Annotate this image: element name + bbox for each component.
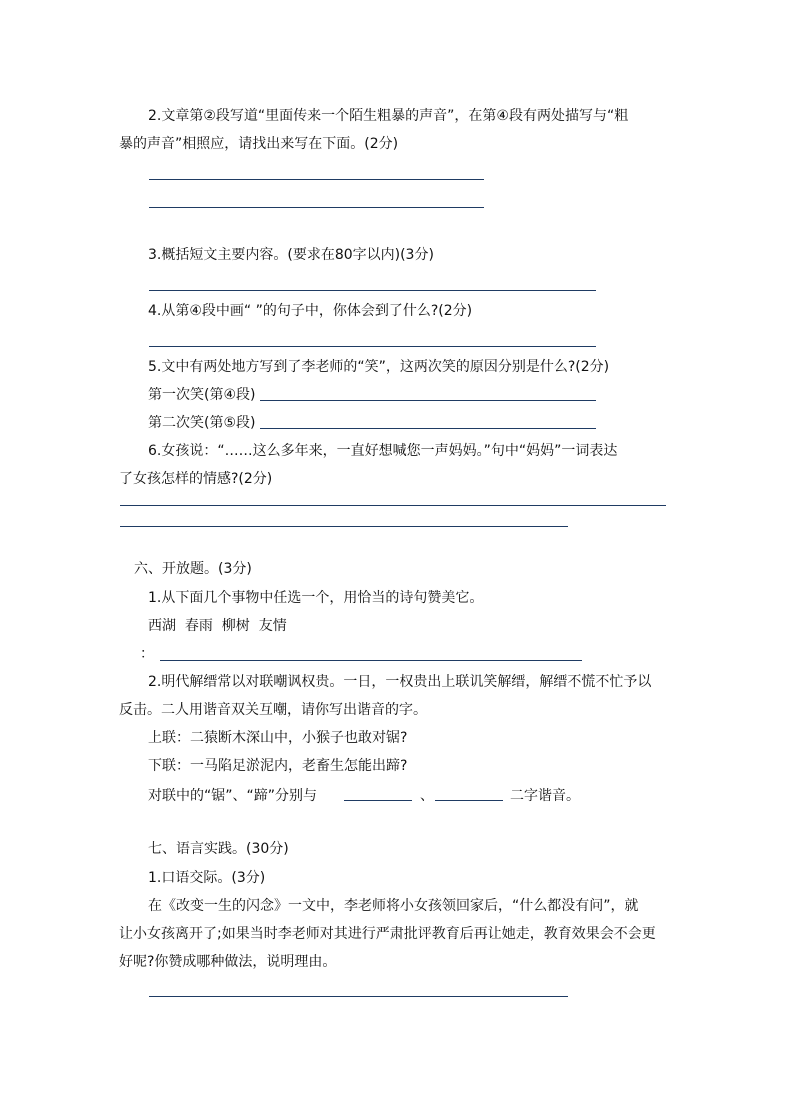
q6-answer-line-1[interactable] <box>120 505 666 506</box>
homophone-blank-1[interactable] <box>344 800 412 801</box>
homophone-fill-prefix: 对联中的“锯”、“蹄”分别与 <box>148 788 318 804</box>
q5-second-label: 第二次笑(第⑤段) <box>148 415 256 431</box>
couplet-upper: 上联：二猿断木深山中，小猴子也敢对锯? <box>148 730 408 746</box>
s7-q1-title: 1.口语交际。(3分) <box>148 870 266 886</box>
s6-q1-items: 西湖 春雨 柳树 友情 <box>148 618 287 634</box>
q2-text-line2: 暴的声音”相照应，请找出来写在下面。(2分) <box>119 136 399 152</box>
s7-q1-text-line3: 好呢?你赞成哪种做法，说明理由。 <box>119 954 337 970</box>
q5-first-answer-line[interactable] <box>260 400 596 401</box>
q5-text: 5.文中有两处地方写到了李老师的“笑”，这两次笑的原因分别是什么?(2分) <box>148 359 610 375</box>
q3-text: 3.概括短文主要内容。(要求在80字以内)(3分) <box>148 247 434 263</box>
s6-q2-text-line1: 2.明代解缙常以对联嘲讽权贵。一日，一权贵出上联讥笑解缙，解缙不慌不忙予以 <box>148 674 652 690</box>
s6-q1-text: 1.从下面几个事物中任选一个，用恰当的诗句赞美它。 <box>148 590 484 606</box>
q4-answer-line[interactable] <box>149 346 596 347</box>
s6-q1-answer-line[interactable] <box>160 660 582 661</box>
s7-q1-text-line2: 让小女孩离开了;如果当时李老师对其进行严肃批评教育后再让她走，教育效果会不会更 <box>119 926 656 942</box>
couplet-lower: 下联：一马陷足淤泥内，老畜生怎能出蹄? <box>148 758 408 774</box>
q6-text-line1: 6.女孩说：“……这么多年来，一直好想喊您一声妈妈。”句中“妈妈”一词表达 <box>148 443 618 459</box>
s7-q1-text-line1: 在《改变一生的闪念》一文中，李老师将小女孩领回家后，“什么都没有问”，就 <box>148 898 639 914</box>
section6-heading: 六、开放题。(3分) <box>134 561 252 577</box>
q5-first-label: 第一次笑(第④段) <box>148 387 256 403</box>
q5-second-answer-line[interactable] <box>260 428 596 429</box>
q6-text-line2: 了女孩怎样的情感?(2分) <box>119 471 273 487</box>
homophone-fill-sep: 、 <box>420 788 434 804</box>
homophone-fill-suffix: 二字谐音。 <box>510 788 580 804</box>
q4-text: 4.从第④段中画“ ”的句子中，你体会到了什么?(2分) <box>148 303 473 319</box>
q2-answer-line-2[interactable] <box>149 207 484 208</box>
q6-answer-line-2[interactable] <box>120 526 568 527</box>
s7-q1-answer-line[interactable] <box>149 996 568 997</box>
q2-text-line1: 2.文章第②段写道“里面传来一个陌生粗暴的声音”，在第④段有两处描写与“粗 <box>148 108 629 124</box>
s6-q1-colon: ： <box>140 646 154 662</box>
q3-answer-line[interactable] <box>149 290 596 291</box>
s6-q2-text-line2: 反击。二人用谐音双关互嘲，请你写出谐音的字。 <box>119 702 427 718</box>
section7-heading: 七、语言实践。(30分) <box>148 841 289 857</box>
q2-answer-line-1[interactable] <box>149 179 484 180</box>
homophone-blank-2[interactable] <box>435 800 503 801</box>
